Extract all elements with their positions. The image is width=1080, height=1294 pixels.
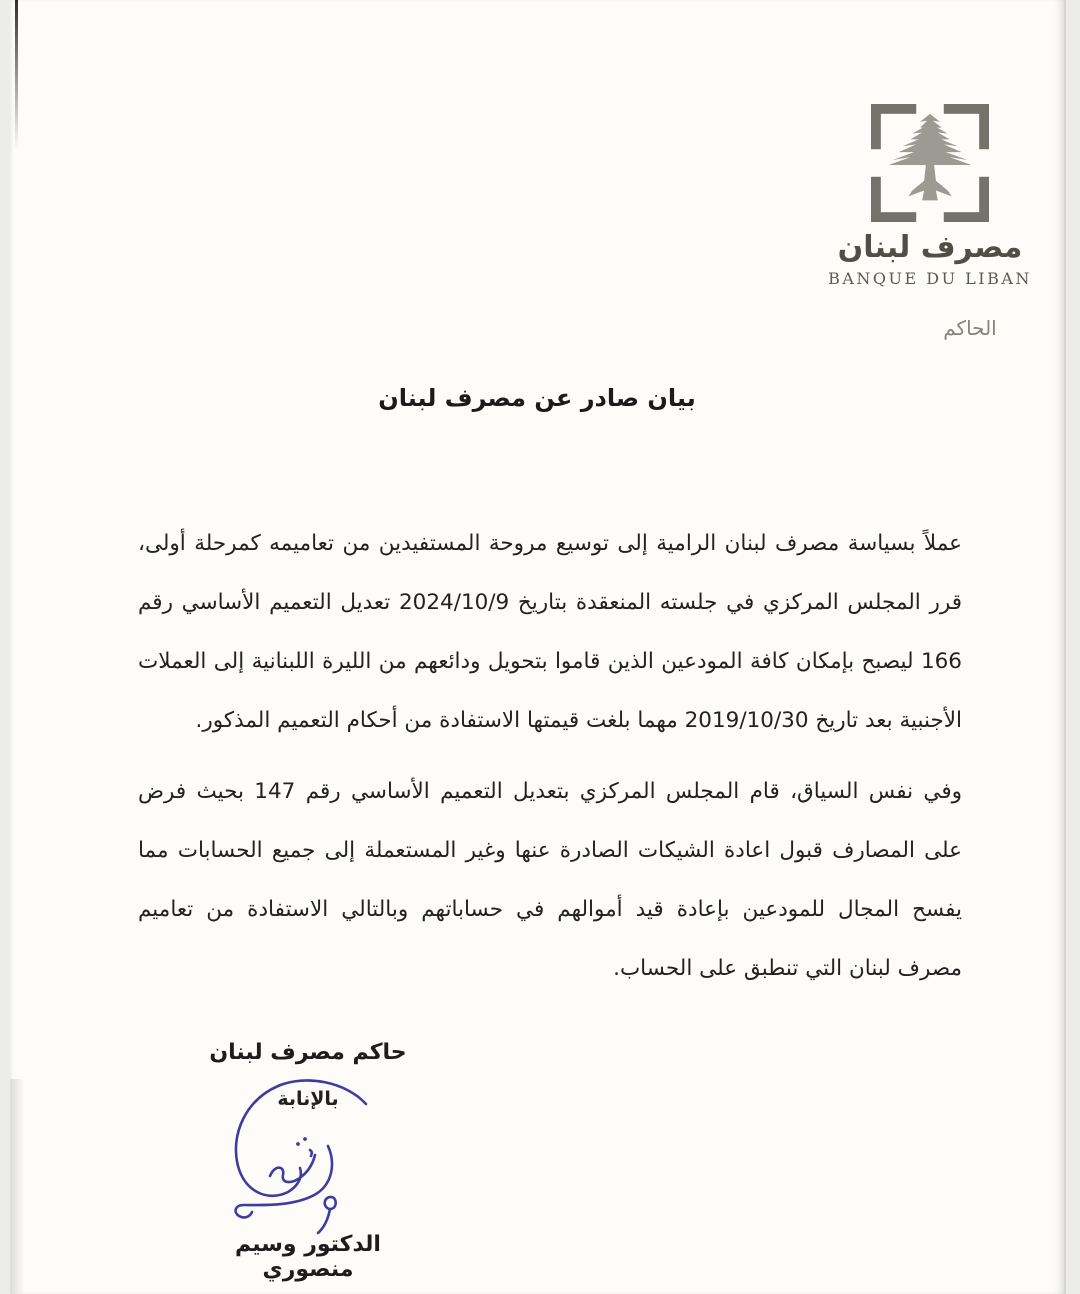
acting-capacity-label: بالإنابة (277, 1088, 339, 1110)
cedar-tree-icon (889, 114, 972, 201)
document-page (10, 0, 1066, 1294)
statement-title: بيان صادر عن مصرف لبنان (378, 384, 696, 412)
scan-edge-artifact (15, 0, 18, 150)
paragraph-2: وفي نفس السياق، قام المجلس المركزي بتعديل التعميم الأساسي رقم 147 بحيث فرض على المصارف قبول اعادة الشيكات الصادرة عنها وغير المستعملة إلى جميع الحسابات مما يفسح المجال للمودعين بإعادة قيد أموالهم في حساباتهم وبالتالي الاستفادة من تعاميم مصرف لبنان التي تنطبق على الحساب. (138, 779, 962, 981)
bdl-letterhead (820, 104, 1040, 288)
signer-name: الدكتور وسيم منصوري (235, 1232, 381, 1282)
bdl-logo-icon (871, 104, 989, 222)
scan-corner-shadow (10, 1079, 25, 1294)
statement-body (138, 514, 962, 998)
governor-office-label: الحاكم (943, 316, 997, 340)
paragraph-1: عملاً بسياسة مصرف لبنان الرامية إلى توسيع مروحة المستفيدين من تعاميمه كمرحلة أولى، قرر المجلس المركزي في جلسته المنعقدة بتاريخ 2024/10/9 تعديل التعميم الأساسي رقم 166 ليصبح بإمكان كافة المودعين الذين قاموا بتحويل ودائعهم من الليرة اللبنانية إلى العملات الأجنبية بعد تاريخ 2019/10/30 مهما بلغت قيمتها الاستفادة من أحكام التعميم المذكور. (138, 531, 962, 733)
bank-name-arabic: مصرف لبنان (837, 230, 1023, 265)
bank-name-french: BANQUE DU LIBAN (828, 269, 1032, 288)
signature-block (198, 1040, 418, 1280)
signer-title: حاكم مصرف لبنان (209, 1040, 407, 1065)
